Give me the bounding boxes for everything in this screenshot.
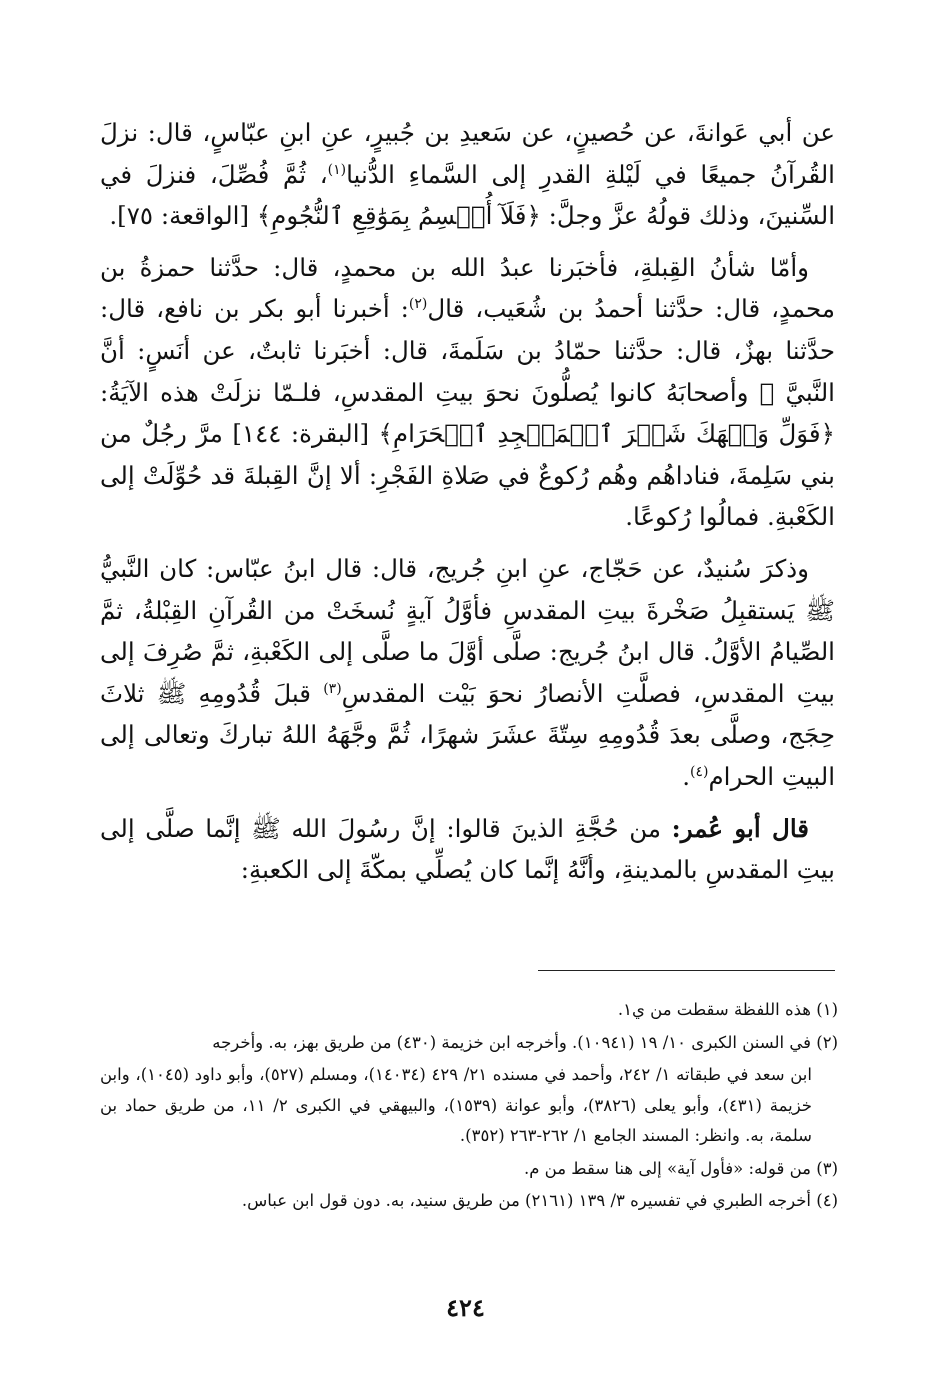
footnote-ref-1: (١) [327,161,347,178]
footnote-ref-4: (٤) [690,763,709,780]
paragraph-1-rest: ، ثُمَّ فُصِّلَ، فنزلَ في السِّنينَ، وذلك قولُهُ عزَّ وجلَّ: ﴿فَلَآ أُقۡسِمُ بِمَوَٰقِعِ ٱلنُّجُومِ﴾ [الواقعة: ٧٥]. [100,159,835,231]
footnote-2-continued: ابن سعد في طبقاته ١/ ٢٤٢، وأحمد في مسنده ٢١/ ٤٢٩ (١٤٠٣٤)، ومسلم (٥٢٧)، وأبو داود (١٠٤٥)، وابن خزيمة (٤٣١)، وأبو يعلى (٣٨٢٦)، وأبو عوانة (١٥٣٩)، والبيهقي في الكبرى ٢/ ١١، من طريق حماد بن سلمة، به. وانظر: المسند الجامع ١/ ٢٦٢-٢٦٣ (٣٥٢). [100,1065,812,1145]
paragraph-1-text: عن أبي عَوانةَ، عن حُصينٍ، عن سَعيدِ بن جُبيرٍ، عنِ ابنِ عبّاسٍ، قال: نزلَ القُرآنُ جميعًا في لَيْلةِ القدرِ إلى السَّماءِ الدُّنيا [100,118,835,189]
paragraph-2-text-b: : أخبرنا أبو بكر بن نافع، قال: حدَّثنا بهزٌ، قال: حدَّثنا حمّادُ بن سَلَمةَ، قال: أخبَرنا ثابتٌ، عن أنَسٍ: أنَّ النَّبيَّ ﷺ وأصحابَهُ كانوا يُصلُّونَ نحوَ بيتِ المقدسِ، فلـمّا نزلَتْ هذه الآيَةُ: ﴿فَوَلِّ وَجۡهَكَ شَطۡرَ ٱلۡمَسۡجِدِ ٱلۡحَرَامِ﴾ [البقرة: ١٤٤] مرَّ رجُلٌ من بني سَلِمةَ، فناداهُم وهُم رُكوعٌ في صَلاةِ الفَجْرِ: ألا إنَّ القِبلةَ قد حُوِّلَتْ إلى الكَعْبةِ. فمالُوا رُكوعًا. [100,294,835,532]
footnote-1: (١) هذه اللفظة سقطت من ي١. [617,1000,838,1019]
page-number: ٤٢٤ [446,1293,485,1322]
paragraph-4 [100,808,835,891]
footnotes-block [100,995,838,1219]
footnote-4: (٤) أخرجه الطبري في تفسيره ٣/ ١٣٩ (٢١٦١) من طريق سنيد، به. دون قول ابن عباس. [241,1191,838,1210]
paragraph-3 [100,548,835,798]
paragraph-3-end: . [682,761,691,791]
footnote-ref-2: (٢) [408,296,428,313]
paragraph-2 [100,247,835,538]
footnote-2: (٢) في السنن الكبرى ١٠/ ١٩ (١٠٩٤١). وأخرجه ابن خزيمة (٤٣٠) من طريق بهز، به. وأخرجه [212,1032,838,1052]
main-text-block [100,112,835,901]
paragraph-2-text-a: وأمّا شأنُ القِبلةِ، فأخبَرنا عبدُ الله بن محمدٍ، قال: حدَّثنا حمزةُ بن محمدٍ، قال: حدَّثنا أحمدُ بن شُعَيب، قال [100,252,835,324]
footnote-ref-3: (٣) [323,680,342,697]
footnote-3: (٣) من قوله: «فأول آية» إلى هنا سقط من م. [523,1158,838,1178]
paragraph-3-text-a: وذكرَ سُنيدٌ، عن حَجّاج، عنِ ابنِ جُريج، قال: قال ابنُ عبّاس: كان النَّبيُّ ﷺ يَستقبِلُ صَخْرةَ بيتِ المقدسِ فأوَّلُ آيةٍ نُسخَتْ من القُرآنِ القِبْلةُ، ثمَّ الصِّيامُ الأوَّلُ. قال ابنُ جُريج: صلَّى أوَّلَ ما صلَّى إلى الكَعْبةِ، ثمَّ صُرِفَ إلى بيتِ المقدسِ، فصلَّتِ الأنصارُ نحوَ بَيْت المقدسِ [100,553,835,708]
footnote-divider [538,970,835,971]
paragraph-4-lead: قال أبو عُمر: [671,813,809,843]
paragraph-4-text: من حُجَّةِ الذينَ قالوا: إنَّ رسُولَ الله ﷺ إنَّما صلَّى إلى بيتِ المقدسِ بالمدينةِ، وأنَّهُ إنَّما كان يُصلِّي بمكّةَ إلى الكعبةِ: [100,813,835,885]
paragraph-3-text-b: قبلَ قُدُومِهِ ﷺ ثلاثَ حِجَج، وصلَّى بعدَ قُدُومِهِ سِتّةَ عشَرَ شهرًا، ثُمَّ وجَّهَهُ اللهُ تباركَ وتعالى إلى البيتِ الحرام [100,678,835,791]
paragraph-1 [100,112,835,237]
